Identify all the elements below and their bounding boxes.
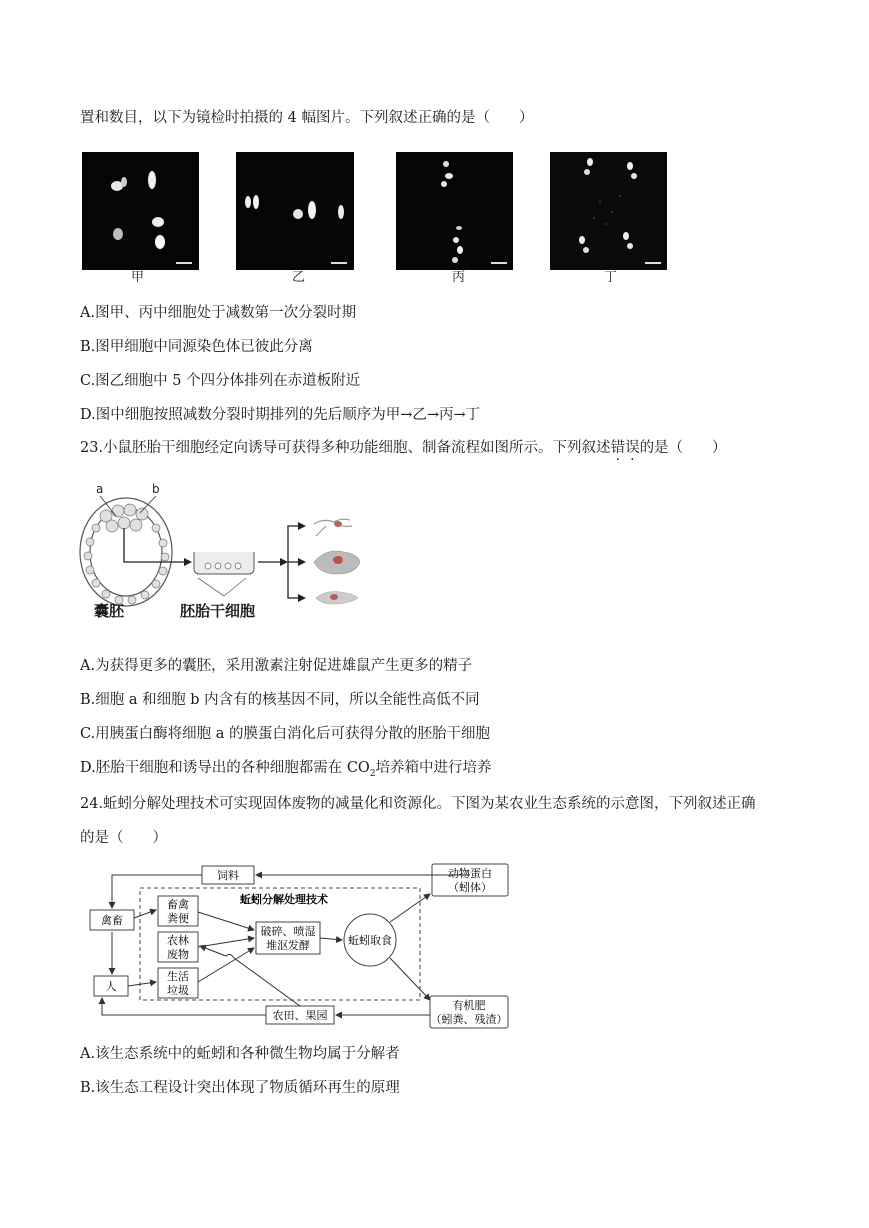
panel-label-bing: 丙 bbox=[452, 270, 466, 285]
panel-label-ding: 丁 bbox=[604, 270, 618, 285]
q24-stem-line1: 24.蚯蚓分解处理技术可实现固体废物的减量化和资源化。下图为某农业生态系统的示意图，下列叙述正确 bbox=[80, 796, 756, 812]
svg-text:废物: 废物 bbox=[167, 948, 189, 961]
label-esc: 胚胎干细胞 bbox=[180, 602, 256, 620]
node-feed: 饲料 bbox=[217, 869, 239, 882]
node-fertilizer: 有机肥 bbox=[452, 999, 486, 1012]
micrograph-ding bbox=[550, 152, 667, 270]
node-garbage: 生活 bbox=[167, 970, 189, 983]
ecosystem-diagram bbox=[84, 860, 514, 1032]
q22-option-a: A.图甲、丙中细胞处于减数第一次分裂时期 bbox=[80, 305, 357, 321]
node-animal-protein: 动物蛋白 bbox=[448, 867, 492, 880]
svg-text:垃圾: 垃圾 bbox=[167, 984, 189, 997]
node-manure: 畜禽 bbox=[167, 898, 189, 911]
label-b: b bbox=[152, 482, 160, 496]
micrograph-bing bbox=[396, 152, 513, 270]
micrograph-jia bbox=[82, 152, 199, 270]
label-blastocyst: 囊胚 bbox=[94, 602, 125, 620]
label-a: a bbox=[96, 482, 104, 496]
q22-option-d: D.图中细胞按照减数分裂时期排列的先后顺序为甲→乙→丙→丁 bbox=[80, 407, 481, 423]
q23-option-a: A.为获得更多的囊胚，采用激素注射促进雄鼠产生更多的精子 bbox=[80, 658, 473, 674]
node-fields: 农田、果园 bbox=[272, 1009, 328, 1022]
q23-stem: 23.小鼠胚胎干细胞经定向诱导可获得多种功能细胞、制备流程如图所示。下列叙述错误的是（ ） bbox=[80, 440, 727, 456]
node-human: 人 bbox=[105, 980, 117, 993]
node-earthworm: 蚯蚓取食 bbox=[348, 934, 392, 947]
q23-option-d: D.胚胎干细胞和诱导出的各种细胞都需在 $CO_2$培养箱中进行培养 bbox=[80, 760, 492, 779]
svg-text:（蚓体）: （蚓体） bbox=[448, 881, 492, 894]
emphasis-char: 误 bbox=[625, 440, 640, 456]
q22-stem: 置和数目，以下为镜检时拍摄的 4 幅图片。下列叙述正确的是（ ） bbox=[80, 110, 534, 126]
svg-text:（蚓粪、残渣）: （蚓粪、残渣） bbox=[430, 1013, 508, 1026]
q22-option-c: C.图乙细胞中 5 个四分体排列在赤道板附近 bbox=[80, 373, 361, 389]
embryo-flow-figure bbox=[76, 480, 376, 625]
panel-label-jia: 甲 bbox=[131, 270, 145, 285]
q23-option-b: B.细胞 a 和细胞 b 内含有的核基因不同，所以全能性高低不同 bbox=[80, 692, 480, 708]
q24-option-b: B.该生态工程设计突出体现了物质循环再生的原理 bbox=[80, 1080, 400, 1096]
q24-stem-line2: 的是（ ） bbox=[80, 830, 167, 846]
q24-option-a: A.该生态系统中的蚯蚓和各种微生物均属于分解者 bbox=[80, 1046, 400, 1062]
panel-label-yi: 乙 bbox=[292, 270, 306, 285]
micrograph-yi bbox=[236, 152, 354, 270]
node-process: 破碎、喷湿 bbox=[260, 925, 316, 938]
svg-text:粪便: 粪便 bbox=[167, 912, 189, 925]
q23-option-c: C.用胰蛋白酶将细胞 a 的膜蛋白消化后可获得分散的胚胎干细胞 bbox=[80, 726, 491, 742]
q22-option-b: B.图甲细胞中同源染色体已彼此分离 bbox=[80, 339, 313, 355]
svg-text:堆沤发酵: 堆沤发酵 bbox=[266, 939, 310, 952]
tech-title: 蚯蚓分解处理技术 bbox=[240, 893, 328, 906]
node-crop-waste: 农林 bbox=[167, 934, 189, 947]
emphasis-char: 错 bbox=[610, 440, 626, 456]
node-livestock: 禽畜 bbox=[101, 914, 123, 927]
